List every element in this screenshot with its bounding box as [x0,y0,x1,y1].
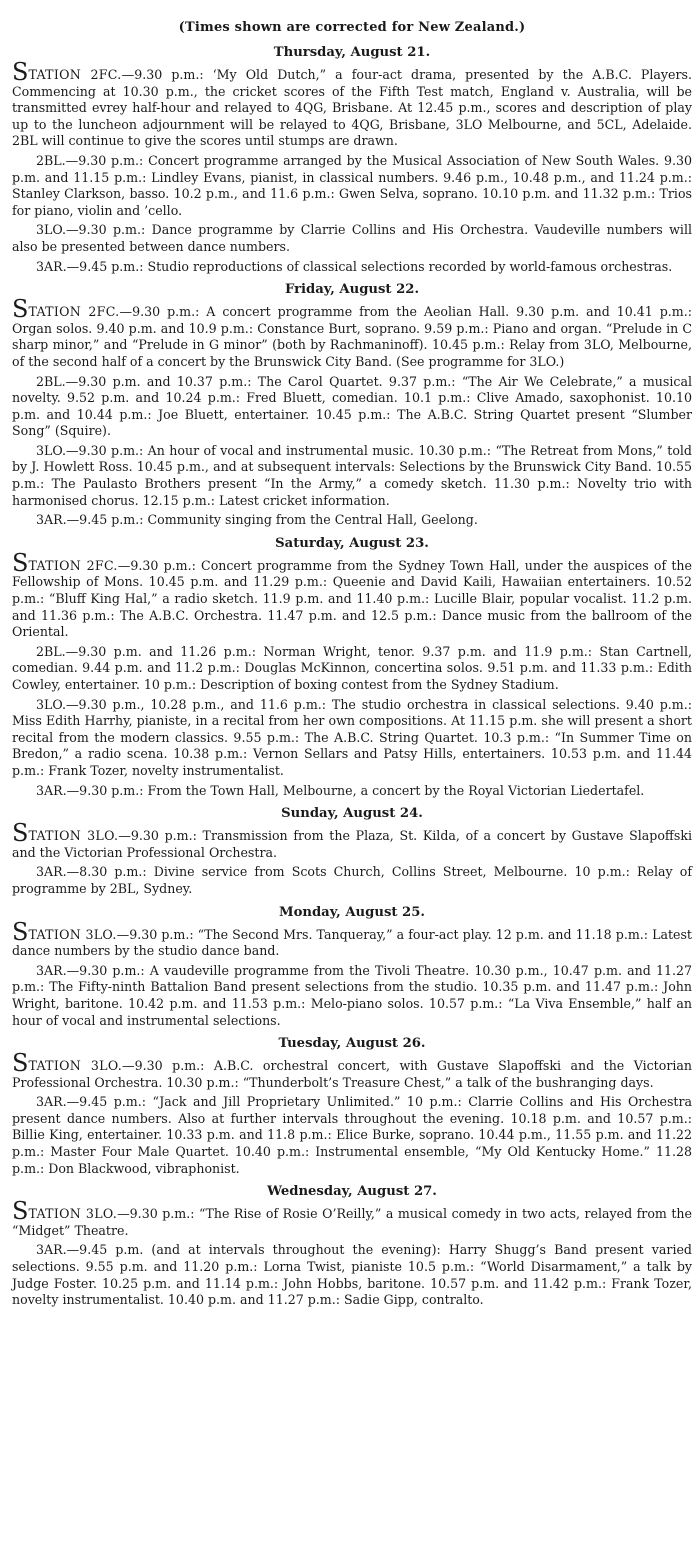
drop-cap-letter: S [12,295,29,324]
drop-cap-letter: S [12,58,29,86]
station-name: TATION 3LO. [28,828,119,844]
station-entry [12,644,692,694]
lead-station-entry [12,1197,692,1239]
day-section [12,1035,692,1177]
programme-text: 3AR.—9.45 p.m.: Studio reproductions of classical selections recorded by world-famous orchestras. [36,258,673,274]
time-correction-notice: (Times shown are corrected for New Zealand.) [178,20,526,35]
day-heading: Thursday, August 21. [273,45,431,60]
station-entry [12,864,692,897]
programme-text: —9.30 p.m.: ‘My Old Dutch,” a four-act drama, presented by the A.B.C. Players. Commencing at 10.30 p.m., the cricket scores of the Fifth Test match, England v. Australia, will be transmitted evrey half-hour and relayed to 4QG, Brisbane. At 12.45 p.m., scores and description of play up to the luncheon adjournment will be relayed to 4QG, Brisbane, 3LO Melbourne, and 5CL, Adelaide. 2BL will continue to give the scores until stumps are drawn. [12,67,692,149]
station-name: TATION 3LO. [28,1058,123,1074]
drop-cap-letter: S [12,917,29,946]
lead-station-entry [12,295,692,370]
lead-station-entry [12,1049,692,1091]
programme-text: —9.30 p.m.: Transmission from the Plaza, St. Kilda, of a concert by Gustave Slapoffski and the Victorian Professional Orchestra. [12,828,693,860]
station-entry [12,443,692,509]
day-heading: Sunday, August 24. [281,806,423,822]
programme-text: 3AR.—9.45 p.m.: “Jack and Jill Proprietary Unlimited.” 10 p.m.: Clarrie Collins and His Orchestra present dance numbers. Also at further intervals throughout the evening. 10.18 p.m. and 10.57 p.m.: Billie King, entertainer. 10.33 p.m. and 11.8 p.m.: Elice Burke, soprano. 10.44 p.m., 11.55 p.m. and 11.22 p.m.: Master Four Male Quartet. 10.40 p.m.: Instrumental ensemble, “My Old Kentucky Home.” 11.28 p.m.: Don Blackwood, vibraphonist. [12,1094,692,1176]
day-section [12,535,692,799]
programme-text: —9.30 p.m.: “The Second Mrs. Tanqueray,” a four-act play. 12 p.m. and 11.18 p.m.: Latest dance numbers by the studio dance band. [12,926,692,959]
station-entry [12,222,692,255]
programme-text: 3AR.—9.30 p.m.: A vaudeville programme from the Tivoli Theatre. 10.30 p.m., 10.47 p.m. and 11.27 p.m.: The Fifty-ninth Battalion Band present selections from the studio. 10.35 p.m. and 11.47 p.m.: John Wright, baritone. 10.42 p.m. and 11.53 p.m.: Melo-piano solos. 10.57 p.m.: “La Viva Ensemble,” half an hour of vocal and instrumental selections. [12,962,692,1028]
station-entry [12,374,692,440]
station-name: TATION 2FC. [28,304,120,320]
day-section [12,44,692,275]
station-entry [12,512,692,529]
station-name: TATION 2FC. [28,557,118,573]
station-name: TATION 2FC. [28,67,122,82]
station-entry [12,153,692,219]
programme-text: 3AR.—9.45 p.m.: Community singing from the Central Hall, Geelong. [36,512,478,528]
day-section [12,904,692,1030]
day-section [12,805,692,897]
drop-cap-letter: S [12,819,29,848]
drop-cap-letter: S [12,1049,29,1078]
station-name: TATION 3LO. [28,926,117,942]
programme-text: 3AR.—9.45 p.m. (and at intervals throughout the evening): Harry Shugg’s Band present varied selections. 9.55 p.m. and 11.20 p.m.: Lorna Twist, pianiste 10.5 p.m.: “World Disarmament,” a talk by Judge Foster. 10.25 p.m. and 11.14 p.m.: John Hobbs, baritone. 10.57 p.m. and 11.42 p.m.: Frank Tozer, novelty instrumentalist. 10.40 p.m. and 11.27 p.m.: Sadie Gipp, contralto. [12,1242,692,1308]
drop-cap-letter: S [12,1197,29,1226]
day-heading: Monday, August 25. [278,904,425,920]
day-heading: Tuesday, August 26. [278,1036,426,1052]
programme-text: 3LO.—9.30 p.m.: Dance programme by Clarrie Collins and His Orchestra. Vaudeville numbers will also be presented between dance numbers. [12,222,692,254]
station-entry [12,1242,692,1308]
programme-text: 2BL.—9.30 p.m.: Concert programme arranged by the Musical Association of New South Wales. 9.30 p.m. and 11.15 p.m.: Lindley Evans, pianist, in classical numbers. 9.46 p.m., 10.48 p.m., and 11.24 p.m.: Stanley Clarkson, basso. 10.2 p.m., and 11.6 p.m.: Gwen Selva, soprano. 10.10 p.m. and 11.32 p.m.: Trios for piano, violin and ’cello. [12,152,692,218]
station-entry [12,1094,692,1177]
station-entry [12,259,692,276]
drop-cap-letter: S [12,548,29,577]
lead-station-entry [12,548,692,641]
programme-text: —9.30 p.m.: “The Rise of Rosie O’Reilly,” a musical comedy in two acts, relayed from the “Midget” Theatre. [12,1206,692,1238]
lead-station-entry [12,917,692,960]
programme-text: 3LO.—9.30 p.m.: An hour of vocal and instrumental music. 10.30 p.m.: “The Retreat from Mons,” told by J. Howlett Ross. 10.45 p.m., and at subsequent intervals: Selections by the Brunswick City Band. 10.55 p.m.: The Paulasto Brothers present “In the Army,” a comedy sketch. 11.30 p.m.: Novelty trio with harmonised chorus. 12.15 p.m.: Latest cricket information. [12,442,692,508]
day-heading: Wednesday, August 27. [267,1184,437,1200]
station-entry [12,697,692,780]
programme-text: 3AR.—8.30 p.m.: Divine service from Scots Church, Collins Street, Melbourne. 10 p.m.: Relay of programme by 2BL, Sydney. [12,864,692,896]
lead-station-entry [12,58,692,150]
programme-text: 3LO.—9.30 p.m., 10.28 p.m., and 11.6 p.m.: The studio orchestra in classical selections. 9.40 p.m.: Miss Edith Harrhy, pianiste, in a recital from her own compositions. At 11.15 p.m. she will present a short recital from the modern classics. 9.55 p.m.: The A.B.C. String Quartet. 10.3 p.m.: “In Summer Time on Bredon,” a radio scena. 10.38 p.m.: Vernon Sellars and Patsy Hills, entertainers. 10.53 p.m. and 11.44 p.m.: Frank Tozer, novelty instrumentalist. [12,696,692,778]
station-entry [12,963,692,1029]
programme-text: —9.30 p.m.: Concert programme from the Sydney Town Hall, under the auspices of the Fellowship of Mons. 10.45 p.m. and 11.29 p.m.: Queenie and David Kaili, Hawaiian entertainers. 10.52 p.m.: “Bluff King Hal,” a radio sketch. 11.9 p.m. and 11.40 p.m.: Lucille Blair, popular vocalist. 11.2 p.m. and 11.36 p.m.: The A.B.C. Orchestra. 11.47 p.m. and 12.5 p.m.: Dance music from the ballroom of the Oriental. [12,557,692,640]
day-heading: Saturday, August 23. [275,535,429,551]
programme-text: 2BL.—9.30 p.m. and 10.37 p.m.: The Carol Quartet. 9.37 p.m.: “The Air We Celebrate,” a musical novelty. 9.52 p.m. and 10.24 p.m.: Fred Bluett, comedian. 10.1 p.m.: Clive Amado, saxophonist. 10.10 p.m. and 10.44 p.m.: Joe Bluett, entertainer. 10.45 p.m.: The A.B.C. String Quartet present “Slumber Song” (Squire). [12,373,692,439]
programme-text: —9.30 p.m.: A concert programme from the Aeolian Hall. 9.30 p.m. and 10.41 p.m.: Organ solos. 9.40 p.m. and 10.9 p.m.: Constance Burt, soprano. 9.59 p.m.: Piano and organ. “Prelude in C sharp minor,” and “Prelude in G minor” (both by Rachmaninoff). 10.45 p.m.: Relay from 3LO, Melbourne, of the second half of a concert by the Brunswick City Band. (See programme for 3LO.) [12,304,692,369]
station-entry [12,783,692,800]
day-section [12,1183,692,1309]
day-heading: Friday, August 22. [284,282,420,298]
programme-text: 2BL.—9.30 p.m. and 11.26 p.m.: Norman Wright, tenor. 9.37 p.m. and 11.9 p.m.: Stan Cartnell, comedian. 9.44 p.m. and 11.2 p.m.: Douglas McKinnon, concertina solos. 9.51 p.m. and 11.33 p.m.: Edith Cowley, entertainer. 10 p.m.: Description of boxing contest from the Sydney Stadium. [12,643,692,692]
day-section [12,281,692,529]
programme-text: —9.30 p.m.: A.B.C. orchestral concert, with Gustave Slapoffski and the Victorian Professional Orchestra. 10.30 p.m.: “Thunderbolt’s Treasure Chest,” a talk of the bushranging days. [12,1058,692,1090]
programme-text: 3AR.—9.30 p.m.: From the Town Hall, Melbourne, a concert by the Royal Victorian Liedertafel. [36,782,645,798]
radio-programme-listing [12,44,692,1309]
lead-station-entry [12,819,693,861]
station-name: TATION 3LO. [28,1206,118,1222]
